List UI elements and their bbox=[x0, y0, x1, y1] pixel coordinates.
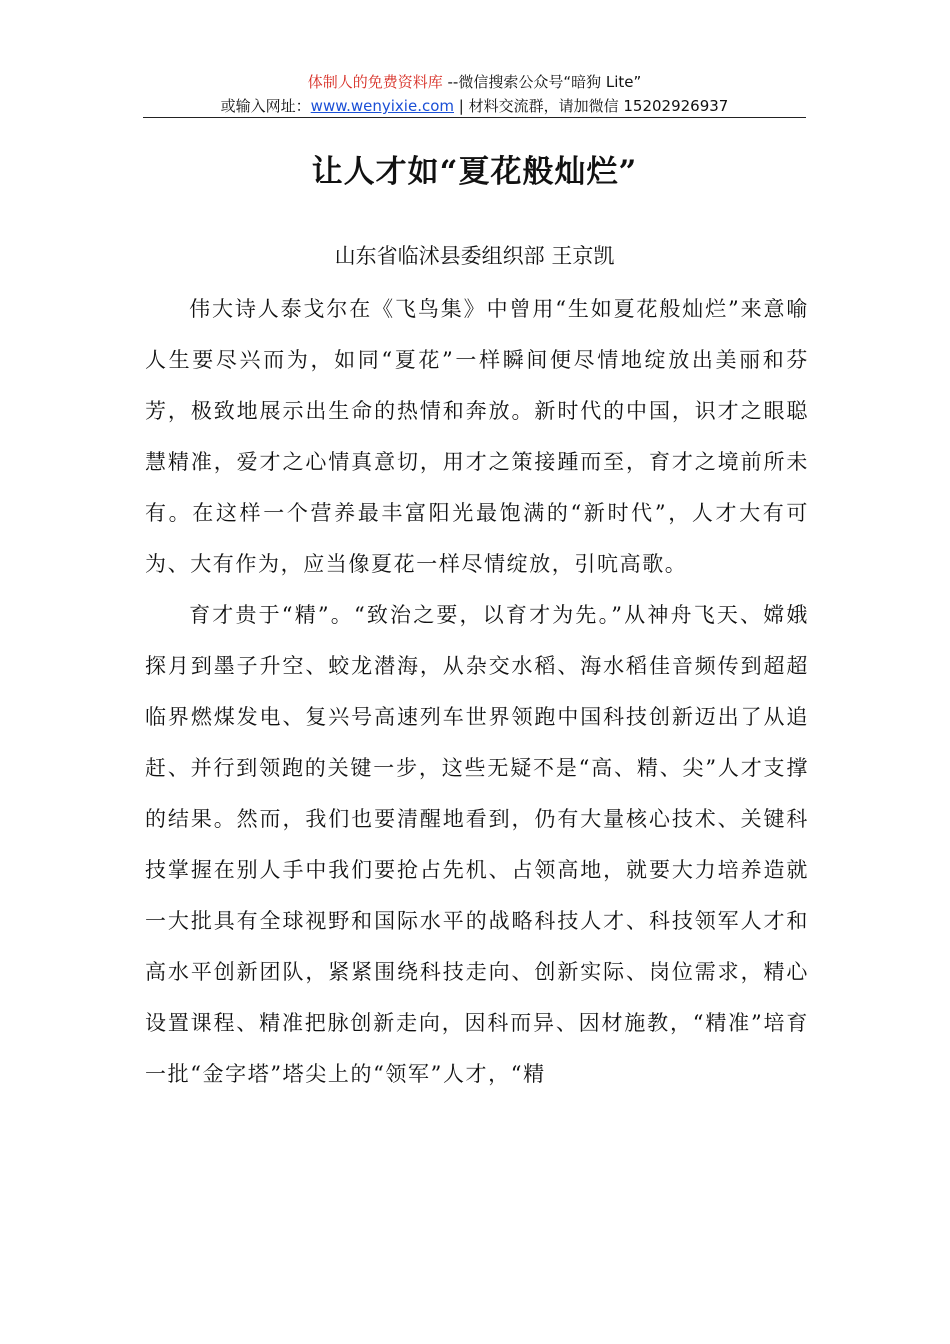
author-byline: 山东省临沭县委组织部 王京凯 bbox=[334, 244, 615, 268]
header-line-2 bbox=[143, 94, 806, 118]
brand-name: 体制人的免费资料库 bbox=[307, 73, 443, 91]
paragraph: 伟大诗人泰戈尔在《飞鸟集》中曾用“生如夏花般灿烂”来意喻人生要尽兴而为，如同“夏花”一样瞬间便尽情地绽放出美丽和芬芳，极致地展示出生命的热情和奔放。新时代的中国，识才之眼聪慧精准，爱才之心情真意切，用才之策接踵而至，育才之境前所未有。在这样一个营养最丰富阳光最饱满的“新时代”，人才大有可为、大有作为，应当像夏花一样尽情绽放，引吭高歌。 bbox=[145, 297, 809, 576]
header-line-1 bbox=[143, 70, 806, 94]
contact-info: | 材料交流群，请加微信 15202926937 bbox=[454, 97, 729, 115]
page-header bbox=[143, 70, 806, 118]
paragraph: 育才贵于“精”。“致治之要，以育才为先。”从神舟飞天、嫦娥探月到墨子升空、蛟龙潜海，从杂交水稻、海水稻佳音频传到超超临界燃煤发电、复兴号高速列车世界领跑中国科技创新迈出了从追赶、并行到领跑的关键一步，这些无疑不是“高、精、尖”人才支撑的结果。然而，我们也要清醒地看到，仍有大量核心技术、关键科技掌握在别人手中我们要抢占先机、占领高地，就要大力培养造就一大批具有全球视野和国际水平的战略科技人才、科技领军人才和高水平创新团队，紧紧围绕科技走向、创新实际、岗位需求，精心设置课程、精准把脉创新走向，因科而异、因材施教，“精准”培育一批“金字塔”塔尖上的“领军”人才，“精 bbox=[145, 603, 809, 1086]
site-link[interactable]: www.wenyixie.com bbox=[310, 97, 454, 115]
document-title: 让人才如“夏花般灿烂” bbox=[311, 154, 638, 190]
header-divider bbox=[143, 117, 806, 118]
wechat-tagline: --微信搜索公众号“暗狗 Lite” bbox=[442, 73, 642, 91]
article-body bbox=[145, 284, 809, 1100]
site-prefix: 或输入网址： bbox=[220, 97, 311, 115]
